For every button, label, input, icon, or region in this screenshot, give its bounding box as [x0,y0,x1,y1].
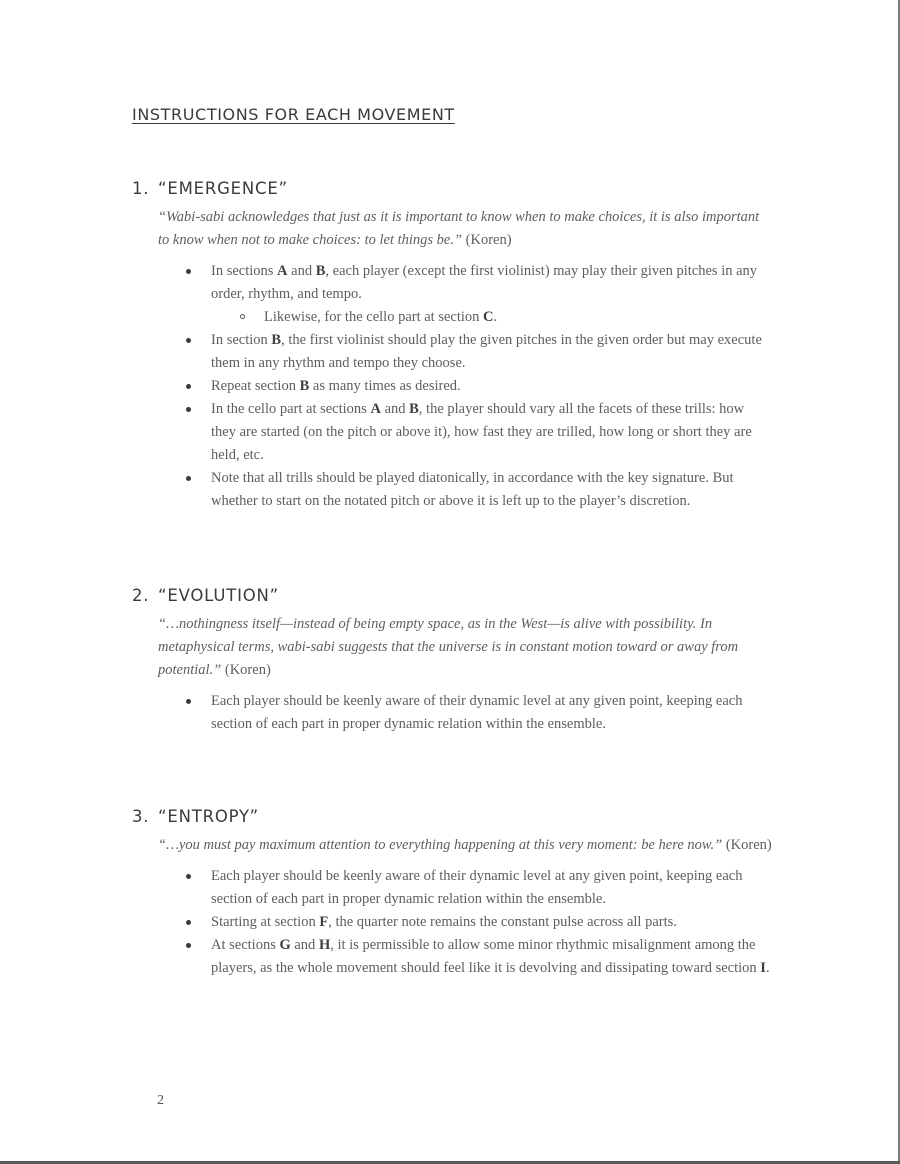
list-item [132,934,772,980]
sub-list [211,306,772,329]
bullet-icon [186,699,191,704]
page-title: INSTRUCTIONS FOR EACH MOVEMENT [132,105,455,124]
text-run: . [765,960,770,976]
bullet-icon [186,874,191,879]
text-run: Likewise, for the cello part at section [264,309,484,325]
quote-attribution: (Koren) [224,662,271,678]
section-letter: I [760,960,766,976]
list-item [132,690,772,736]
list-item [132,467,772,513]
section-heading [132,178,772,200]
instruction-list [132,260,772,513]
section-title: “ENTROPY” [158,807,259,826]
quote-text: “Wabi-sabi acknowledges that just as it is important to know when to make choices, it is also important to know when not to make choices: to let things be.” [158,209,760,248]
section-entropy [132,806,772,980]
bullet-icon [186,338,191,343]
list-item [132,329,772,375]
text-run: and [380,401,410,417]
bullet-icon [186,920,191,925]
section-number: 3. [132,807,150,826]
section-letter: H [318,937,331,953]
text-run: , the player should vary all the facets of these trills: how they are started (on the pitch or above it), how fast they are trilled, how long or short they are held, etc. [211,401,752,463]
text-run: , the quarter note remains the constant pulse across all parts. [328,914,677,930]
quote-attribution: (Koren) [725,837,772,853]
text-run: , each player (except the first violinist) may play their given pitches in any order, rhythm, and tempo. [211,263,758,302]
text-run: In sections [211,263,278,279]
section-letter: A [277,263,288,279]
section-letter: B [315,263,326,279]
text-run: Each player should be keenly aware of their dynamic level at any given point, keeping each section of each part in proper dynamic relation within the ensemble. [211,868,743,907]
section-evolution [132,585,772,736]
section-letter: B [271,332,282,348]
list-item [132,865,772,911]
section-number: 1. [132,179,150,198]
quote-attribution: (Koren) [465,232,512,248]
text-run: . [493,309,498,325]
list-item [132,260,772,329]
text-run: and [287,263,316,279]
text-run: In section [211,332,272,348]
section-emergence [132,178,772,513]
section-letter: C [483,309,494,325]
bullet-icon [186,384,191,389]
section-heading [132,585,772,607]
list-item [132,398,772,467]
section-letter: B [299,378,310,394]
hollow-bullet-icon [240,314,245,319]
section-letter: F [319,914,329,930]
text-run: Starting at section [211,914,320,930]
text-run: , the first violinist should play the given pitches in the given order but may execute them in any rhythm and tempo they choose. [211,332,762,371]
bullet-icon [186,269,191,274]
section-title: “EMERGENCE” [158,179,288,198]
instruction-list [132,690,772,736]
text-run: and [290,937,319,953]
epigraph [158,834,772,857]
section-heading [132,806,772,828]
section-letter: G [279,937,291,953]
text-run: In the cello part at sections [211,401,371,417]
page-number: 2 [157,1093,164,1108]
bullet-icon [186,476,191,481]
text-run: Repeat section [211,378,300,394]
text-run: Note that all trills should be played diatonically, in accordance with the key signature. But whether to start on the notated pitch or above it is left up to the player’s discretion. [211,470,734,509]
section-number: 2. [132,586,150,605]
sub-list-item [211,306,772,329]
bullet-icon [186,943,191,948]
list-item [132,375,772,398]
section-title: “EVOLUTION” [158,586,280,605]
text-run: Each player should be keenly aware of their dynamic level at any given point, keeping each section of each part in proper dynamic relation within the ensemble. [211,693,743,732]
text-run: At sections [211,937,280,953]
section-letter: B [409,401,419,417]
instruction-list [132,865,772,980]
epigraph [158,613,772,682]
bullet-icon [186,407,191,412]
quote-text: “…you must pay maximum attention to everything happening at this very moment: be here now.” [158,837,723,853]
epigraph [158,206,772,252]
text-run: , it is permissible to allow some minor rhythmic misalignment among the players, as the whole movement should feel like it is devolving and dissipating toward section [211,937,761,976]
list-item [132,911,772,934]
section-letter: A [370,401,381,417]
quote-text: “…nothingness itself—instead of being empty space, as in the West—is alive with possibility. In metaphysical terms, wabi-sabi suggests that the universe is in constant motion toward or away from potential.” [158,616,739,678]
text-run: as many times as desired. [309,378,461,394]
